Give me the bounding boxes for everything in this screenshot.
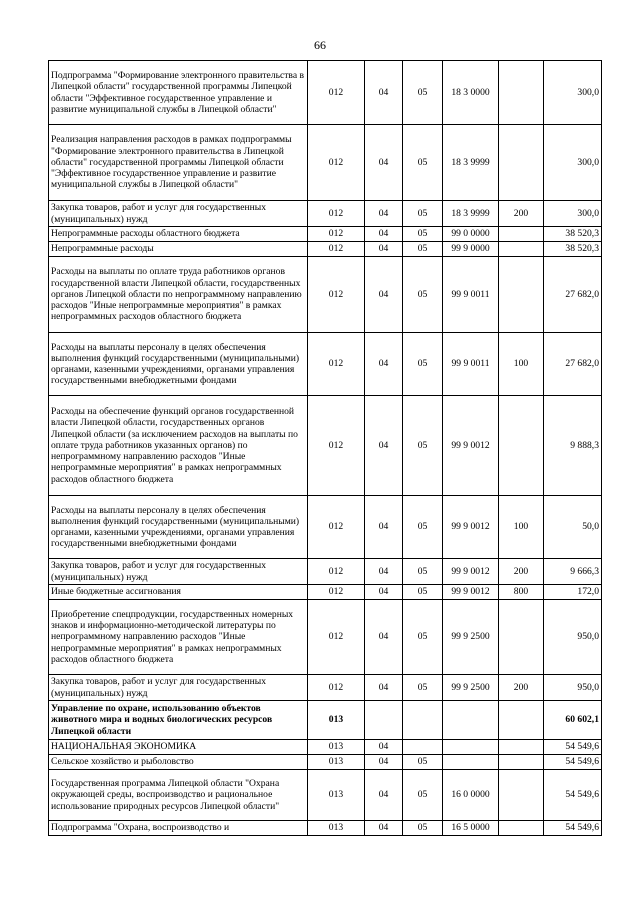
table-row	[49, 61, 602, 125]
row-name: Расходы на выплаты персоналу в целях обеспечения выполнения функций государственными (муниципальными) органами, казенными учреждениями, органами управления государственными внебюджетными фондами	[49, 496, 308, 559]
row-csr: 18 3 0000	[443, 61, 499, 125]
row-vr	[499, 61, 544, 125]
row-rz: 04	[365, 333, 403, 396]
table-row	[49, 701, 602, 740]
page-number: 66	[314, 38, 326, 52]
row-ved: 012	[308, 125, 365, 201]
row-csr	[443, 701, 499, 740]
row-pr: 05	[403, 770, 443, 821]
row-vr: 200	[499, 559, 544, 585]
row-vr: 200	[499, 675, 544, 701]
row-name: Подпрограмма "Формирование электронного правительства в Липецкой области" государственной программы Липецкой области "Эффективное государственное управление и развитие муниципальной службы в Липецкой области"	[49, 61, 308, 125]
row-name: Закупка товаров, работ и услуг для государственных (муниципальных) нужд	[49, 201, 308, 227]
row-vr	[499, 701, 544, 740]
table-row	[49, 201, 602, 227]
row-sum: 38 520,3	[544, 242, 602, 257]
row-ved: 012	[308, 242, 365, 257]
row-rz: 04	[365, 496, 403, 559]
row-ved: 012	[308, 396, 365, 496]
row-sum: 9 666,3	[544, 559, 602, 585]
row-csr: 99 9 0011	[443, 257, 499, 333]
row-vr	[499, 755, 544, 770]
row-rz	[365, 701, 403, 740]
row-name: Сельское хозяйство и рыболовство	[49, 755, 308, 770]
table-row	[49, 125, 602, 201]
row-csr: 99 9 0012	[443, 396, 499, 496]
row-pr: 05	[403, 755, 443, 770]
table-row	[49, 755, 602, 770]
row-name: Расходы на выплаты персоналу в целях обеспечения выполнения функций государственными (муниципальными) органами, казенными учреждениями, органами управления государственными внебюджетными фондами	[49, 333, 308, 396]
row-vr	[499, 821, 544, 836]
row-vr	[499, 227, 544, 242]
table-row	[49, 559, 602, 585]
row-name: Подпрограмма "Охрана, воспроизводство и	[49, 821, 308, 836]
row-ved: 012	[308, 585, 365, 600]
row-pr	[403, 740, 443, 755]
row-sum: 300,0	[544, 201, 602, 227]
row-csr	[443, 755, 499, 770]
row-vr	[499, 600, 544, 675]
row-pr: 05	[403, 559, 443, 585]
row-csr	[443, 740, 499, 755]
row-name: НАЦИОНАЛЬНАЯ ЭКОНОМИКА	[49, 740, 308, 755]
row-ved: 012	[308, 257, 365, 333]
row-sum: 172,0	[544, 585, 602, 600]
row-name: Расходы на выплаты по оплате труда работников органов государственной власти Липецкой области, государственных органов Липецкой области по непрограммному направлению расходов "Иные непрограммные мероприятия" в рамках непрограммных расходов областного бюджета	[49, 257, 308, 333]
row-csr: 99 0 0000	[443, 227, 499, 242]
row-rz: 04	[365, 770, 403, 821]
row-rz: 04	[365, 740, 403, 755]
row-csr: 99 9 2500	[443, 675, 499, 701]
row-sum: 300,0	[544, 61, 602, 125]
row-name: Реализация направления расходов в рамках подпрограммы "Формирование электронного правительства в Липецкой области" государственной программы Липецкой области "Эффективное государственное управление и развитие муниципальной службы в Липецкой области"	[49, 125, 308, 201]
row-ved: 012	[308, 61, 365, 125]
row-sum: 50,0	[544, 496, 602, 559]
row-vr	[499, 770, 544, 821]
row-sum: 60 602,1	[544, 701, 602, 740]
row-sum: 950,0	[544, 675, 602, 701]
row-sum: 9 888,3	[544, 396, 602, 496]
row-pr: 05	[403, 125, 443, 201]
table-row	[49, 585, 602, 600]
row-pr: 05	[403, 227, 443, 242]
row-csr: 16 5 0000	[443, 821, 499, 836]
table-row	[49, 257, 602, 333]
row-sum: 27 682,0	[544, 333, 602, 396]
row-csr: 99 9 0012	[443, 585, 499, 600]
row-pr	[403, 701, 443, 740]
row-pr: 05	[403, 396, 443, 496]
table-row	[49, 675, 602, 701]
table-row	[49, 740, 602, 755]
table-row	[49, 496, 602, 559]
row-rz: 04	[365, 755, 403, 770]
row-csr: 99 9 0012	[443, 496, 499, 559]
row-vr	[499, 740, 544, 755]
row-vr	[499, 242, 544, 257]
row-sum: 950,0	[544, 600, 602, 675]
row-ved: 012	[308, 201, 365, 227]
row-rz: 04	[365, 559, 403, 585]
row-sum: 54 549,6	[544, 755, 602, 770]
row-rz: 04	[365, 257, 403, 333]
row-ved: 012	[308, 559, 365, 585]
row-pr: 05	[403, 333, 443, 396]
row-ved: 013	[308, 770, 365, 821]
row-rz: 04	[365, 585, 403, 600]
row-ved: 012	[308, 600, 365, 675]
row-pr: 05	[403, 201, 443, 227]
row-vr	[499, 396, 544, 496]
row-rz: 04	[365, 821, 403, 836]
row-sum: 300,0	[544, 125, 602, 201]
row-name: Иные бюджетные ассигнования	[49, 585, 308, 600]
row-rz: 04	[365, 61, 403, 125]
row-pr: 05	[403, 821, 443, 836]
row-ved: 013	[308, 755, 365, 770]
row-sum: 54 549,6	[544, 821, 602, 836]
row-vr: 800	[499, 585, 544, 600]
row-ved: 012	[308, 227, 365, 242]
row-csr: 18 3 9999	[443, 125, 499, 201]
row-name: Закупка товаров, работ и услуг для государственных (муниципальных) нужд	[49, 675, 308, 701]
row-sum: 27 682,0	[544, 257, 602, 333]
row-name: Непрограммные расходы областного бюджета	[49, 227, 308, 242]
table-row	[49, 600, 602, 675]
row-csr: 99 9 0011	[443, 333, 499, 396]
row-pr: 05	[403, 61, 443, 125]
row-name: Приобретение спецпродукции, государственных номерных знаков и информационно-методической литературы по непрограммному направлению расходов "Иные непрограммные мероприятия" в рамках непрограммных расходов областного бюджета	[49, 600, 308, 675]
row-ved: 012	[308, 333, 365, 396]
row-rz: 04	[365, 242, 403, 257]
row-ved: 012	[308, 496, 365, 559]
table-row	[49, 227, 602, 242]
row-csr: 99 9 2500	[443, 600, 499, 675]
table-row	[49, 242, 602, 257]
table-row	[49, 770, 602, 821]
row-name: Расходы на обеспечение функций органов государственной власти Липецкой области, государственных органов Липецкой области (за исключением расходов на выплаты по оплате труда работников указанных органов) по непрограммному направлению расходов "Иные непрограммные мероприятия" в рамках непрограммных расходов областного бюджета	[49, 396, 308, 496]
row-vr	[499, 125, 544, 201]
row-name: Управление по охране, использованию объектов животного мира и водных биологических ресурсов Липецкой области	[49, 701, 308, 740]
row-rz: 04	[365, 396, 403, 496]
row-sum: 38 520,3	[544, 227, 602, 242]
row-rz: 04	[365, 125, 403, 201]
row-ved: 013	[308, 740, 365, 755]
row-rz: 04	[365, 201, 403, 227]
row-pr: 05	[403, 496, 443, 559]
row-csr: 18 3 9999	[443, 201, 499, 227]
row-sum: 54 549,6	[544, 770, 602, 821]
row-name: Непрограммные расходы	[49, 242, 308, 257]
row-csr: 99 9 0012	[443, 559, 499, 585]
row-name: Закупка товаров, работ и услуг для государственных (муниципальных) нужд	[49, 559, 308, 585]
budget-table	[48, 60, 602, 836]
row-rz: 04	[365, 227, 403, 242]
table-row	[49, 333, 602, 396]
row-pr: 05	[403, 675, 443, 701]
row-vr: 100	[499, 496, 544, 559]
row-rz: 04	[365, 675, 403, 701]
row-pr: 05	[403, 600, 443, 675]
row-vr: 100	[499, 333, 544, 396]
row-ved: 013	[308, 701, 365, 740]
row-sum: 54 549,6	[544, 740, 602, 755]
row-pr: 05	[403, 585, 443, 600]
row-vr: 200	[499, 201, 544, 227]
row-pr: 05	[403, 257, 443, 333]
table-row	[49, 821, 602, 836]
row-vr	[499, 257, 544, 333]
row-ved: 013	[308, 821, 365, 836]
row-rz: 04	[365, 600, 403, 675]
row-name: Государственная программа Липецкой области "Охрана окружающей среды, воспроизводство и рациональное использование природных ресурсов Липецкой области"	[49, 770, 308, 821]
row-csr: 99 9 0000	[443, 242, 499, 257]
row-pr: 05	[403, 242, 443, 257]
table-row	[49, 396, 602, 496]
row-csr: 16 0 0000	[443, 770, 499, 821]
row-ved: 012	[308, 675, 365, 701]
